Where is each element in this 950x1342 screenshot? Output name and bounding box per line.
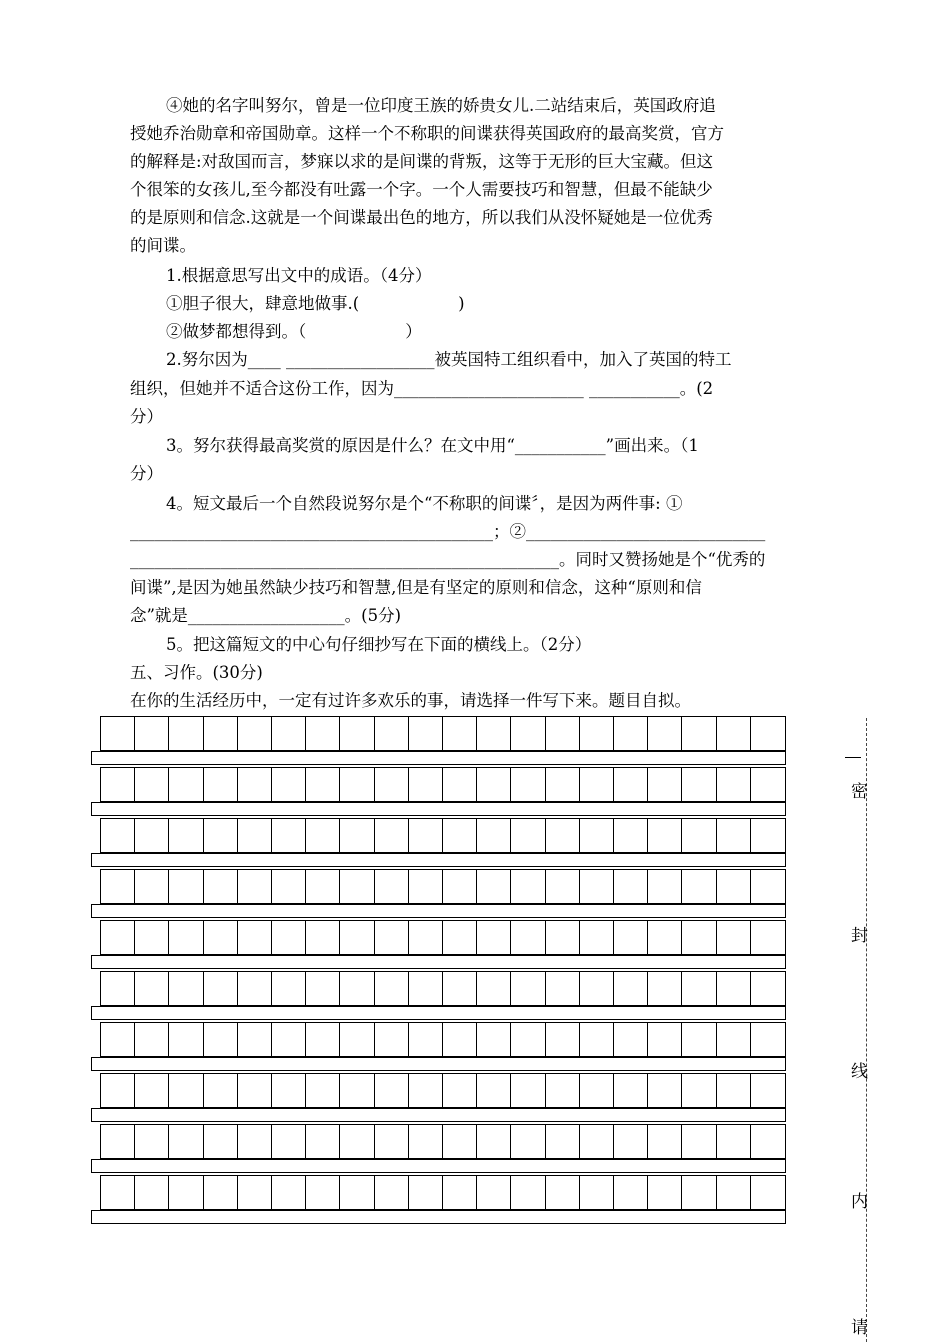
grid-cell[interactable]: [409, 921, 443, 954]
grid-cell[interactable]: [511, 921, 545, 954]
grid-cell[interactable]: [614, 717, 648, 750]
grid-cell[interactable]: [135, 1125, 169, 1158]
grid-cell[interactable]: [135, 1176, 169, 1209]
grid-cell[interactable]: [204, 1125, 238, 1158]
grid-cell[interactable]: [306, 768, 340, 801]
grid-cell[interactable]: [272, 921, 306, 954]
grid-cell[interactable]: [546, 1176, 580, 1209]
grid-cell[interactable]: [751, 1074, 785, 1107]
question-4-line-3: ____________________________________________________。同时又赞扬她是个“优秀的: [130, 550, 766, 569]
question-3-line-1: 3。努尔获得最高奖赏的原因是什么？在文中用“___________”画出来。（1: [166, 436, 699, 455]
grid-cell[interactable]: [340, 1125, 374, 1158]
grid-cell[interactable]: [204, 1074, 238, 1107]
grid-cell[interactable]: [375, 1176, 409, 1209]
grid-cell[interactable]: [443, 1023, 477, 1056]
grid-cell[interactable]: [682, 717, 716, 750]
grid-cell[interactable]: [511, 1176, 545, 1209]
grid-cell[interactable]: [648, 717, 682, 750]
grid-cell[interactable]: [682, 972, 716, 1005]
grid-cell[interactable]: [477, 921, 511, 954]
grid-row[interactable]: [100, 1022, 786, 1057]
grid-cell[interactable]: [648, 972, 682, 1005]
grid-cell[interactable]: [546, 717, 580, 750]
grid-cell[interactable]: [306, 1176, 340, 1209]
grid-cell[interactable]: [511, 1023, 545, 1056]
grid-cell[interactable]: [648, 1176, 682, 1209]
grid-cell[interactable]: [511, 768, 545, 801]
grid-cell[interactable]: [682, 1074, 716, 1107]
grid-cell[interactable]: [717, 921, 751, 954]
grid-separator: [91, 1006, 786, 1020]
grid-cell[interactable]: [204, 870, 238, 903]
grid-cell[interactable]: [238, 921, 272, 954]
grid-cell[interactable]: [204, 1176, 238, 1209]
passage-line-3: 的解释是:对敌国而言，梦寐以求的是间谍的背叛，这等于无形的巨大宝藏。但这: [130, 152, 714, 171]
grid-row[interactable]: [100, 716, 786, 751]
grid-cell[interactable]: [135, 870, 169, 903]
grid-row[interactable]: [100, 971, 786, 1006]
grid-cell[interactable]: [238, 1176, 272, 1209]
passage-line-5: 的是原则和信念.这就是一个间谍最出色的地方，所以我们从没怀疑她是一位优秀: [130, 208, 713, 227]
grid-cell[interactable]: [272, 1176, 306, 1209]
grid-cell[interactable]: [717, 870, 751, 903]
grid-cell[interactable]: [375, 819, 409, 852]
grid-cell[interactable]: [511, 717, 545, 750]
grid-row[interactable]: [100, 869, 786, 904]
grid-cell[interactable]: [546, 819, 580, 852]
grid-cell[interactable]: [375, 870, 409, 903]
grid-cell[interactable]: [169, 1023, 203, 1056]
grid-separator: [91, 853, 786, 867]
grid-cell[interactable]: [682, 1125, 716, 1158]
grid-cell[interactable]: [580, 717, 614, 750]
seal-tick: [845, 757, 861, 758]
grid-cell[interactable]: [580, 1074, 614, 1107]
grid-cell[interactable]: [169, 1125, 203, 1158]
grid-cell[interactable]: [204, 1023, 238, 1056]
grid-cell[interactable]: [443, 1176, 477, 1209]
grid-cell[interactable]: [238, 1125, 272, 1158]
grid-cell[interactable]: [375, 1125, 409, 1158]
grid-cell[interactable]: [614, 870, 648, 903]
grid-cell[interactable]: [101, 768, 135, 801]
grid-row[interactable]: [100, 1124, 786, 1159]
grid-cell[interactable]: [204, 768, 238, 801]
grid-cell[interactable]: [580, 870, 614, 903]
grid-cell[interactable]: [135, 768, 169, 801]
grid-cell[interactable]: [648, 1074, 682, 1107]
grid-separator: [91, 1159, 786, 1173]
grid-cell[interactable]: [101, 870, 135, 903]
grid-cell[interactable]: [614, 1023, 648, 1056]
composition-heading: 五、习作。(30分): [130, 663, 263, 682]
grid-cell[interactable]: [409, 1023, 443, 1056]
grid-separator: [91, 1057, 786, 1071]
grid-cell[interactable]: [135, 819, 169, 852]
grid-cell[interactable]: [717, 1125, 751, 1158]
grid-cell[interactable]: [682, 1176, 716, 1209]
grid-cell[interactable]: [272, 1125, 306, 1158]
grid-row[interactable]: [100, 1073, 786, 1108]
grid-cell[interactable]: [169, 870, 203, 903]
grid-cell[interactable]: [272, 972, 306, 1005]
grid-cell[interactable]: [443, 870, 477, 903]
grid-cell[interactable]: [717, 717, 751, 750]
grid-row[interactable]: [100, 920, 786, 955]
grid-cell[interactable]: [409, 1125, 443, 1158]
grid-cell[interactable]: [135, 921, 169, 954]
question-4-line-1: 4。短文最后一个自然段说努尔是个“不称职的间谍〞，是因为两件事: ①: [166, 494, 683, 513]
grid-cell[interactable]: [135, 972, 169, 1005]
grid-cell[interactable]: [648, 921, 682, 954]
question-2-line-2: 组织，但她并不适合这份工作，因为_______________________ ___________。(2: [130, 379, 714, 398]
seal-char-feng: 封: [847, 926, 867, 943]
grid-cell[interactable]: [443, 1125, 477, 1158]
grid-cell[interactable]: [272, 819, 306, 852]
grid-cell[interactable]: [614, 1074, 648, 1107]
grid-cell[interactable]: [169, 972, 203, 1005]
grid-cell[interactable]: [169, 1074, 203, 1107]
grid-cell[interactable]: [306, 1125, 340, 1158]
grid-cell[interactable]: [648, 1125, 682, 1158]
grid-cell[interactable]: [477, 819, 511, 852]
grid-cell[interactable]: [409, 717, 443, 750]
grid-cell[interactable]: [409, 972, 443, 1005]
grid-cell[interactable]: [340, 1074, 374, 1107]
grid-separator: [91, 1210, 786, 1224]
grid-cell[interactable]: [272, 870, 306, 903]
grid-cell[interactable]: [717, 768, 751, 801]
grid-cell[interactable]: [511, 870, 545, 903]
grid-cell[interactable]: [648, 768, 682, 801]
grid-cell[interactable]: [306, 717, 340, 750]
seal-char-nei: 内: [847, 1192, 867, 1209]
grid-cell[interactable]: [682, 819, 716, 852]
grid-cell[interactable]: [135, 717, 169, 750]
grid-cell[interactable]: [306, 1074, 340, 1107]
grid-cell[interactable]: [511, 819, 545, 852]
grid-cell[interactable]: [717, 1023, 751, 1056]
question-4-line-2: ____________________________________________；②_____________________________: [130, 522, 766, 541]
grid-cell[interactable]: [340, 1176, 374, 1209]
grid-cell[interactable]: [409, 1074, 443, 1107]
grid-cell[interactable]: [340, 921, 374, 954]
grid-cell[interactable]: [101, 819, 135, 852]
grid-cell[interactable]: [580, 921, 614, 954]
passage-line-4: 个很笨的女孩儿,至今都没有吐露一个字。一个人需要技巧和智慧，但最不能缺少: [130, 180, 713, 199]
seal-char-mi: 密: [847, 782, 867, 799]
grid-cell[interactable]: [477, 1074, 511, 1107]
seal-char-qing: 请: [847, 1318, 867, 1335]
grid-cell[interactable]: [477, 717, 511, 750]
grid-cell[interactable]: [169, 1176, 203, 1209]
grid-cell[interactable]: [409, 819, 443, 852]
grid-cell[interactable]: [238, 717, 272, 750]
question-2-line-1: 2.努尔因为____ __________________被英国特工组织看中，加入了英国的特工: [166, 350, 732, 369]
grid-cell[interactable]: [717, 1074, 751, 1107]
composition-prompt: 在你的生活经历中，一定有过许多欢乐的事，请选择一件写下来。题目自拟。: [130, 691, 691, 710]
grid-cell[interactable]: [511, 972, 545, 1005]
grid-cell[interactable]: [614, 1125, 648, 1158]
grid-cell[interactable]: [272, 717, 306, 750]
grid-cell[interactable]: [169, 768, 203, 801]
grid-cell[interactable]: [546, 768, 580, 801]
grid-cell[interactable]: [238, 870, 272, 903]
grid-cell[interactable]: [477, 870, 511, 903]
grid-cell[interactable]: [717, 1176, 751, 1209]
grid-cell[interactable]: [580, 972, 614, 1005]
grid-row[interactable]: [100, 818, 786, 853]
question-3-line-2: 分）: [130, 464, 163, 483]
grid-cell[interactable]: [614, 768, 648, 801]
passage-line-6: 的间谍。: [130, 236, 196, 255]
grid-cell[interactable]: [204, 819, 238, 852]
grid-cell[interactable]: [238, 972, 272, 1005]
passage-line-1: ④她的名字叫努尔，曾是一位印度王族的娇贵女儿.二站结束后，英国政府追: [166, 96, 716, 115]
grid-cell[interactable]: [443, 717, 477, 750]
grid-cell[interactable]: [409, 870, 443, 903]
grid-cell[interactable]: [648, 819, 682, 852]
grid-cell[interactable]: [546, 1074, 580, 1107]
grid-cell[interactable]: [443, 921, 477, 954]
passage-line-2: 授她乔治勋章和帝国勋章。这样一个不称职的间谍获得英国政府的最高奖赏，官方: [130, 124, 724, 143]
grid-cell[interactable]: [375, 972, 409, 1005]
grid-row[interactable]: [100, 767, 786, 802]
grid-cell[interactable]: [272, 1023, 306, 1056]
grid-cell[interactable]: [101, 1125, 135, 1158]
grid-cell[interactable]: [546, 1023, 580, 1056]
seal-char-xian: 线: [847, 1062, 867, 1079]
question-4-line-5: 念”就是___________________。(5分): [130, 606, 402, 625]
grid-cell[interactable]: [340, 972, 374, 1005]
grid-cell[interactable]: [409, 1176, 443, 1209]
grid-cell[interactable]: [717, 972, 751, 1005]
grid-cell[interactable]: [375, 1023, 409, 1056]
grid-cell[interactable]: [375, 921, 409, 954]
grid-cell[interactable]: [614, 972, 648, 1005]
grid-cell[interactable]: [546, 972, 580, 1005]
grid-cell[interactable]: [751, 972, 785, 1005]
grid-cell[interactable]: [272, 1074, 306, 1107]
grid-cell[interactable]: [169, 819, 203, 852]
grid-cell[interactable]: [546, 1125, 580, 1158]
seal-dashed-line: [866, 718, 867, 1342]
grid-cell[interactable]: [101, 1176, 135, 1209]
grid-cell[interactable]: [169, 717, 203, 750]
question-1b: ②做梦都想得到。（ ）: [166, 322, 422, 341]
grid-separator: [91, 955, 786, 969]
grid-cell[interactable]: [340, 768, 374, 801]
grid-cell[interactable]: [443, 819, 477, 852]
grid-cell[interactable]: [135, 1074, 169, 1107]
grid-cell[interactable]: [306, 870, 340, 903]
grid-cell[interactable]: [580, 1023, 614, 1056]
grid-cell[interactable]: [648, 1023, 682, 1056]
grid-cell[interactable]: [546, 921, 580, 954]
grid-cell[interactable]: [238, 819, 272, 852]
grid-cell[interactable]: [751, 921, 785, 954]
grid-cell[interactable]: [751, 1176, 785, 1209]
grid-cell[interactable]: [238, 1074, 272, 1107]
grid-cell[interactable]: [751, 1125, 785, 1158]
grid-cell[interactable]: [272, 768, 306, 801]
grid-cell[interactable]: [135, 1023, 169, 1056]
grid-cell[interactable]: [101, 972, 135, 1005]
grid-cell[interactable]: [409, 768, 443, 801]
question-5: 5。把这篇短文的中心句仔细抄写在下面的横线上。（2分）: [166, 635, 592, 654]
grid-cell[interactable]: [375, 717, 409, 750]
grid-cell[interactable]: [238, 768, 272, 801]
grid-cell[interactable]: [443, 1074, 477, 1107]
grid-cell[interactable]: [546, 870, 580, 903]
grid-cell[interactable]: [340, 1023, 374, 1056]
grid-cell[interactable]: [101, 1074, 135, 1107]
grid-cell[interactable]: [340, 819, 374, 852]
grid-separator: [91, 1108, 786, 1122]
grid-cell[interactable]: [614, 921, 648, 954]
grid-cell[interactable]: [682, 870, 716, 903]
question-1: 1.根据意思写出文中的成语。（4分）: [166, 266, 432, 285]
grid-cell[interactable]: [477, 1023, 511, 1056]
grid-cell[interactable]: [306, 921, 340, 954]
grid-cell[interactable]: [169, 921, 203, 954]
grid-cell[interactable]: [306, 1023, 340, 1056]
grid-separator: [91, 751, 786, 765]
grid-row[interactable]: [100, 1175, 786, 1210]
grid-cell[interactable]: [580, 819, 614, 852]
grid-cell[interactable]: [751, 768, 785, 801]
grid-cell[interactable]: [682, 1023, 716, 1056]
grid-cell[interactable]: [511, 1074, 545, 1107]
grid-cell[interactable]: [580, 768, 614, 801]
question-2-line-3: 分）: [130, 407, 163, 426]
grid-cell[interactable]: [238, 1023, 272, 1056]
grid-cell[interactable]: [375, 768, 409, 801]
grid-cell[interactable]: [340, 717, 374, 750]
grid-cell[interactable]: [375, 1074, 409, 1107]
grid-cell[interactable]: [477, 972, 511, 1005]
grid-cell[interactable]: [101, 717, 135, 750]
grid-cell[interactable]: [751, 717, 785, 750]
question-4-line-4: 间谍”,是因为她虽然缺少技巧和智慧,但是有坚定的原则和信念，这种“原则和信: [130, 578, 702, 597]
grid-cell[interactable]: [751, 819, 785, 852]
grid-cell[interactable]: [443, 768, 477, 801]
grid-cell[interactable]: [477, 768, 511, 801]
grid-cell[interactable]: [751, 1023, 785, 1056]
grid-cell[interactable]: [101, 1023, 135, 1056]
grid-cell[interactable]: [340, 870, 374, 903]
grid-cell[interactable]: [477, 1125, 511, 1158]
grid-cell[interactable]: [443, 972, 477, 1005]
grid-cell[interactable]: [682, 921, 716, 954]
grid-cell[interactable]: [580, 1176, 614, 1209]
grid-cell[interactable]: [204, 921, 238, 954]
grid-cell[interactable]: [614, 819, 648, 852]
grid-separator: [91, 904, 786, 918]
grid-cell[interactable]: [306, 819, 340, 852]
grid-cell[interactable]: [306, 972, 340, 1005]
grid-cell[interactable]: [580, 1125, 614, 1158]
grid-cell[interactable]: [751, 870, 785, 903]
grid-cell[interactable]: [511, 1125, 545, 1158]
grid-cell[interactable]: [614, 1176, 648, 1209]
grid-cell[interactable]: [682, 768, 716, 801]
grid-cell[interactable]: [477, 1176, 511, 1209]
grid-separator: [91, 802, 786, 816]
grid-cell[interactable]: [717, 819, 751, 852]
question-1a: ①胆子很大，肆意地做事.( ): [166, 294, 465, 313]
grid-cell[interactable]: [204, 972, 238, 1005]
grid-cell[interactable]: [648, 870, 682, 903]
grid-cell[interactable]: [204, 717, 238, 750]
grid-cell[interactable]: [101, 921, 135, 954]
